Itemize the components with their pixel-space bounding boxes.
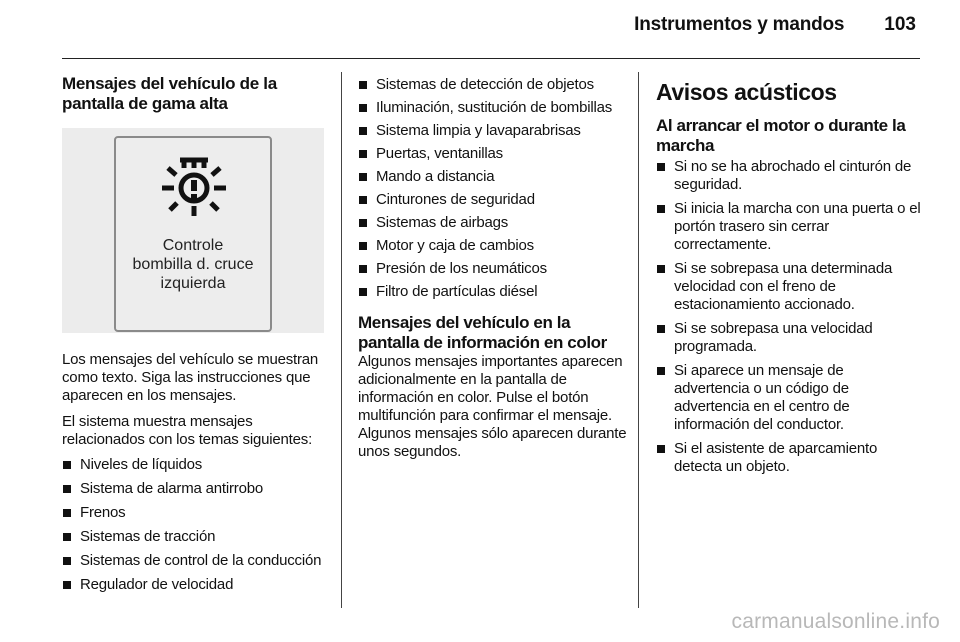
list-item: Presión de los neumáticos [358, 260, 628, 278]
watermark: carmanualsonline.info [731, 610, 940, 633]
topic-list [358, 76, 628, 301]
warning-list [656, 158, 922, 476]
header-title: Instrumentos y mandos [634, 14, 845, 35]
list-item: Si se sobrepasa una velocidad programada. [656, 320, 922, 356]
column-middle [358, 74, 628, 461]
list-item: Sistemas de airbags [358, 214, 628, 232]
paragraph: Algunos mensajes importantes aparecen adicionalmente en la pantalla de información en color. Pulse el botón multifunción para confirmar el mensaje. Algunos mensajes sólo aparecen durante unos segundos. [358, 353, 627, 460]
paragraph: El sistema muestra mensajes relacionados con los temas siguientes: [62, 413, 313, 448]
list-item: Cinturones de seguridad [358, 191, 628, 209]
page-number: 103 [884, 14, 916, 35]
page-header [634, 14, 916, 36]
list-item: Sistema limpia y lavaparabrisas [358, 122, 628, 140]
list-item: Sistema de alarma antirrobo [62, 480, 324, 498]
list-item: Si aparece un mensaje de advertencia o un código de advertencia en el centro de información del conductor. [656, 362, 922, 434]
header-rule [62, 58, 920, 59]
list-item: Regulador de velocidad [62, 576, 324, 594]
list-item: Iluminación, sustitución de bombillas [358, 99, 628, 117]
list-item: Sistemas de control de la conducción [62, 552, 324, 570]
display-message [116, 236, 270, 293]
list-item: Mando a distancia [358, 168, 628, 186]
bulb-warning-icon [160, 154, 228, 218]
list-item: Si inicia la marcha con una puerta o el portón trasero sin cerrar correctamente. [656, 200, 922, 254]
column-right [656, 74, 922, 482]
list-item: Sistemas de detección de objetos [358, 76, 628, 94]
topic-list [62, 456, 324, 594]
list-item: Sistemas de tracción [62, 528, 324, 546]
list-item: Puertas, ventanillas [358, 145, 628, 163]
list-item: Motor y caja de cambios [358, 237, 628, 255]
message-display [114, 136, 272, 332]
column-divider [638, 72, 639, 608]
column-divider [341, 72, 342, 608]
list-item: Si no se ha abrochado el cinturón de seguridad. [656, 158, 922, 194]
list-item: Frenos [62, 504, 324, 522]
list-item: Niveles de líquidos [62, 456, 324, 474]
paragraph: Los mensajes del vehículo se muestran como texto. Siga las instrucciones que aparecen en los mensajes. [62, 351, 319, 404]
section-heading: Mensajes del vehículo en la pantalla de información en color [358, 313, 607, 352]
section-subheading: Al arrancar el motor o durante la marcha [656, 116, 906, 155]
list-item: Si el asistente de aparcamiento detecta un objeto. [656, 440, 922, 476]
display-line: bombilla d. cruce [132, 256, 254, 273]
list-item: Si se sobrepasa una determinada velocidad con el freno de estacionamiento accionado. [656, 260, 922, 314]
section-title: Avisos acústicos [656, 79, 837, 105]
display-line: izquierda [160, 275, 226, 292]
column-left [62, 74, 324, 600]
display-line: Controle [162, 237, 224, 254]
list-item: Filtro de partículas diésel [358, 283, 628, 301]
section-heading: Mensajes del vehículo de la pantalla de gama alta [62, 74, 277, 113]
display-figure [62, 128, 324, 333]
